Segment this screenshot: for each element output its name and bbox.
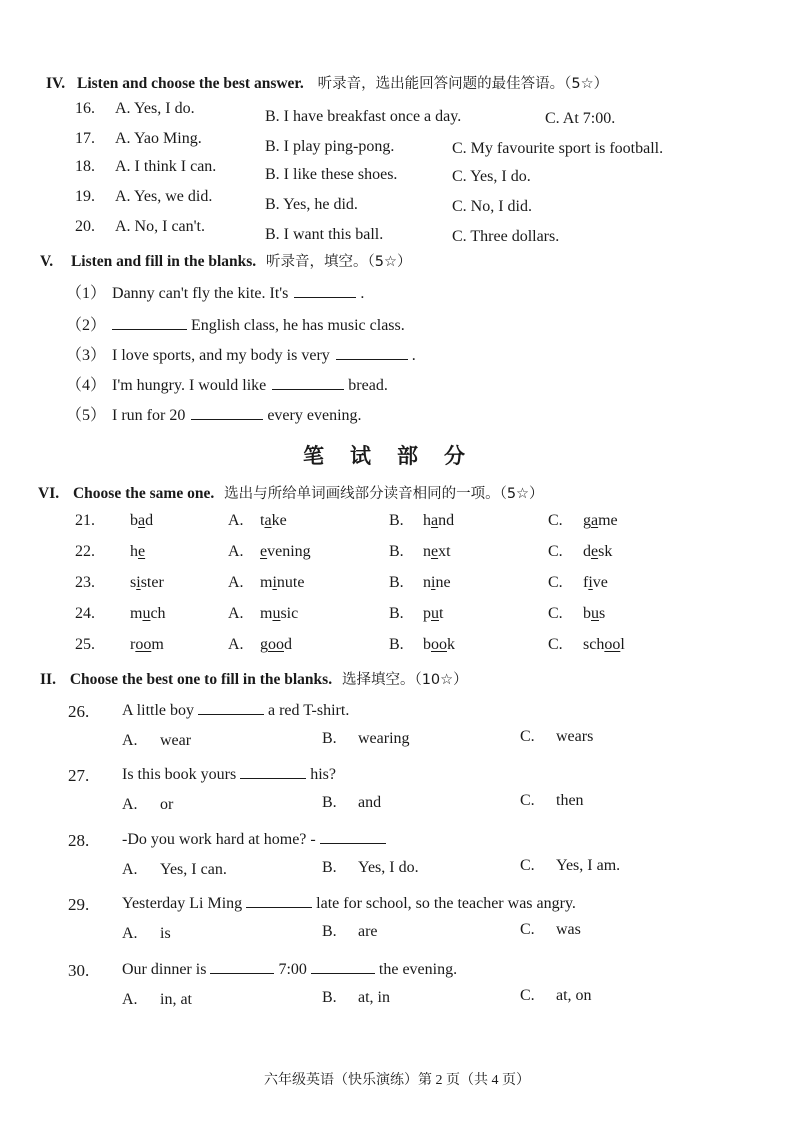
option-b: B. I have breakfast once a day. [265,108,462,125]
question-number: 23. [75,574,95,591]
underlined-letters: oo [604,636,621,653]
option-b: B. I want this ball. [265,226,384,243]
sentence-end: . [411,347,416,364]
underlined-letters: a [264,512,272,529]
sentence-start: I run for 20 [112,407,186,424]
written-test-title: 笔试部分 [303,444,491,468]
option-b: Yes, I do. [358,859,419,876]
option-c-word [583,636,625,654]
option-a-label: A. [122,796,138,813]
answer-blank [272,375,344,390]
question-number: 21. [75,512,95,529]
answer-blank [336,345,408,360]
option-c-text: five [583,574,608,591]
sentence-start: I'm hungry. I would like [112,377,267,394]
sentence-end: bread. [348,377,388,394]
option-a-label: A. [122,861,138,878]
option-a-label: A. [228,512,244,529]
item-number: （5） [66,407,107,424]
option-b-word [423,512,454,530]
answer-blank [294,283,356,298]
fill-blank-item [66,280,364,303]
option-a-label: A. [122,925,138,942]
option-b-text: nine [423,574,451,591]
underlined-letters: oo [431,636,447,653]
question-number: 19. [75,188,95,205]
question-number: 16. [75,100,95,117]
option-c-word [583,605,605,623]
option-c-label: C. [548,636,563,653]
question-number: 30. [68,961,90,980]
underlined-letters: e [431,543,439,560]
section-5-instruction: 听录音，填空。（5☆） [266,254,412,270]
section-5-heading [40,250,412,271]
option-b: B. I like these shoes. [265,166,398,183]
sentence-part: Yesterday Li Ming [122,895,243,912]
underlined-letters: i [136,574,141,591]
option-c-label: C. [548,605,563,622]
option-c-text: game [583,512,618,529]
question-sentence [122,893,580,913]
answer-blank [210,959,274,974]
underlined-letters: i [588,574,593,591]
option-b: B. Yes, he did. [265,196,358,213]
underlined-letters: a [138,512,146,529]
underlined-letters: e [260,543,268,560]
section-4-heading [46,72,608,93]
option-a: in, at [160,991,192,1008]
given-word [130,605,166,623]
question-sentence [122,959,457,979]
underlined-letters: u [272,605,281,622]
option-c-word [583,543,612,561]
given-word [130,636,164,654]
option-a: A. No, I can't. [115,218,205,235]
fill-blank-item [66,402,362,425]
section-6-heading [38,482,544,503]
given-word-text: sister [130,574,164,591]
question-number: 29. [68,895,90,914]
section-4-instruction: 听录音，选出能回答问题的最佳答语。（5☆） [317,76,609,92]
answer-blank [112,315,187,330]
sentence-part: Is this book yours [122,766,237,783]
option-c: C. Yes, I do. [452,168,531,185]
option-b-word [423,605,443,623]
option-c-text: desk [583,543,613,560]
option-b-label: B. [322,923,337,940]
option-c: at, on [556,987,592,1004]
section-4-numeral: IV. [46,75,66,92]
sentence-part: late for school, so the teacher was angry. [316,895,576,912]
option-b: are [358,923,378,940]
answer-blank [198,700,264,715]
option-a-word [260,512,287,530]
option-a: A. Yes, I do. [115,100,195,117]
answer-blank [191,405,263,420]
option-b-text: next [423,543,451,560]
option-b-label: B. [389,636,404,653]
option-b-label: B. [389,605,404,622]
option-c: C. My favourite sport is football. [452,140,664,157]
section-5-title: Listen and fill in the blanks. [70,253,257,270]
given-word [130,543,145,561]
option-a-label: A. [228,543,244,560]
option-b-label: B. [322,859,337,876]
option-c-text: school [583,636,625,653]
section-6-title: Choose the same one. [72,485,215,502]
option-b-text: hand [423,512,455,529]
underlined-letters: a [591,512,599,529]
underlined-letters: i [431,574,436,591]
question-number: 27. [68,766,90,785]
answer-blank [240,764,306,779]
option-a-text: good [260,636,292,653]
option-b: at, in [358,989,390,1006]
option-a-label: A. [122,991,138,1008]
option-b-label: B. [322,730,337,747]
option-a-label: A. [228,636,244,653]
option-a-word [260,605,298,623]
sentence-start: Danny can't fly the kite. It's [112,285,289,302]
given-word [130,574,164,592]
question-number: 20. [75,218,95,235]
item-number: （3） [66,347,107,364]
item-number: （4） [66,377,107,394]
option-c: C. At 7:00. [545,110,616,127]
underlined-letters: oo [135,636,152,653]
option-c-label: C. [548,543,563,560]
question-sentence [122,700,353,720]
item-number: （2） [66,317,107,334]
fill-blank-item [66,342,416,365]
option-c: then [556,792,584,809]
option-b-label: B. [389,574,404,591]
option-c: was [556,921,581,938]
sentence-part: -Do you work hard at home? - [122,831,316,848]
option-a-text: evening [260,543,311,560]
option-b-label: B. [389,512,404,529]
sentence-part: Our dinner is [122,961,207,978]
sentence-part: A little boy [122,702,194,719]
answer-blank [320,829,386,844]
section-6-numeral: VI. [38,485,60,502]
option-a: A. Yao Ming. [115,130,202,147]
option-b: wearing [358,730,410,747]
section-7-instruction: 选择填空。（10☆） [341,672,468,688]
given-word-text: room [130,636,164,653]
option-a-label: A. [228,605,244,622]
option-c: Yes, I am. [556,857,621,874]
answer-blank [246,893,312,908]
option-c-word [583,574,608,592]
option-c-label: C. [520,792,535,809]
option-c: C. No, I did. [452,198,532,215]
sentence-part: the evening. [378,961,458,978]
option-a: or [160,796,174,813]
underlined-letters: e [591,543,599,560]
option-c-label: C. [548,512,563,529]
option-c: C. Three dollars. [452,228,560,245]
option-a: is [160,925,171,942]
underlined-letters: e [138,543,146,560]
sentence-part: 7:00 [278,961,307,978]
option-b-text: book [423,636,455,653]
option-b-label: B. [389,543,404,560]
option-a: A. I think I can. [115,158,217,175]
underlined-letters: u [591,605,599,622]
question-number: 22. [75,543,95,560]
option-b-label: B. [322,794,337,811]
option-b-text: put [423,605,444,622]
option-a: A. Yes, we did. [115,188,213,205]
option-c-text: bus [583,605,606,622]
option-b: and [358,794,382,811]
option-c-label: C. [520,987,535,1004]
question-number: 24. [75,605,95,622]
given-word-text: he [130,543,146,560]
question-sentence [122,764,340,784]
option-c: wears [556,728,594,745]
option-b-label: B. [322,989,337,1006]
question-number: 26. [68,702,90,721]
sentence-end: every evening. [267,407,362,424]
sentence-end: English class, he has music class. [191,317,405,334]
option-c-label: C. [520,921,535,938]
fill-blank-item [66,312,405,335]
question-sentence [122,829,386,849]
option-b-word [423,543,451,561]
option-a-label: A. [228,574,244,591]
question-number: 18. [75,158,95,175]
given-word-text: bad [130,512,154,529]
underlined-letters: a [431,512,439,529]
given-word-text: much [130,605,166,622]
underlined-letters: u [431,605,439,622]
option-c-label: C. [520,728,535,745]
option-a-label: A. [122,732,138,749]
sentence-part: his? [310,766,337,783]
option-a-text: minute [260,574,305,591]
option-c-label: C. [548,574,563,591]
option-a-text: take [260,512,287,529]
option-a: wear [160,732,192,749]
answer-blank [311,959,375,974]
option-a-text: music [260,605,299,622]
underlined-letters: i [272,574,277,591]
option-b-word [423,636,455,654]
underlined-letters: oo [268,636,284,653]
item-number: （1） [66,285,107,302]
option-c-word [583,512,618,530]
sentence-part: a red T-shirt. [268,702,350,719]
section-7-title: Choose the best one to fill in the blanks. [69,671,333,688]
section-5-numeral: V. [40,253,54,270]
given-word [130,512,153,530]
section-6-instruction: 选出与所给单词画线部分读音相同的一项。（5☆） [224,486,544,502]
option-a-word [260,636,292,654]
option-a: Yes, I can. [160,861,227,878]
option-a-word [260,574,304,592]
sentence-end: . [360,285,365,302]
question-number: 17. [75,130,95,147]
option-a-word [260,543,311,561]
question-number: 28. [68,831,90,850]
option-b: B. I play ping-pong. [265,138,395,155]
option-c-label: C. [520,857,535,874]
section-4-title: Listen and choose the best answer. [76,75,304,92]
option-b-word [423,574,451,592]
section-7-heading [40,668,468,689]
question-number: 25. [75,636,95,653]
underlined-letters: u [142,605,151,622]
page-footer: 六年级英语（快乐演练）第 2 页（共 4 页） [264,1073,530,1088]
section-7-numeral: II. [40,671,56,688]
fill-blank-item [66,372,388,395]
sentence-start: I love sports, and my body is very [112,347,330,364]
